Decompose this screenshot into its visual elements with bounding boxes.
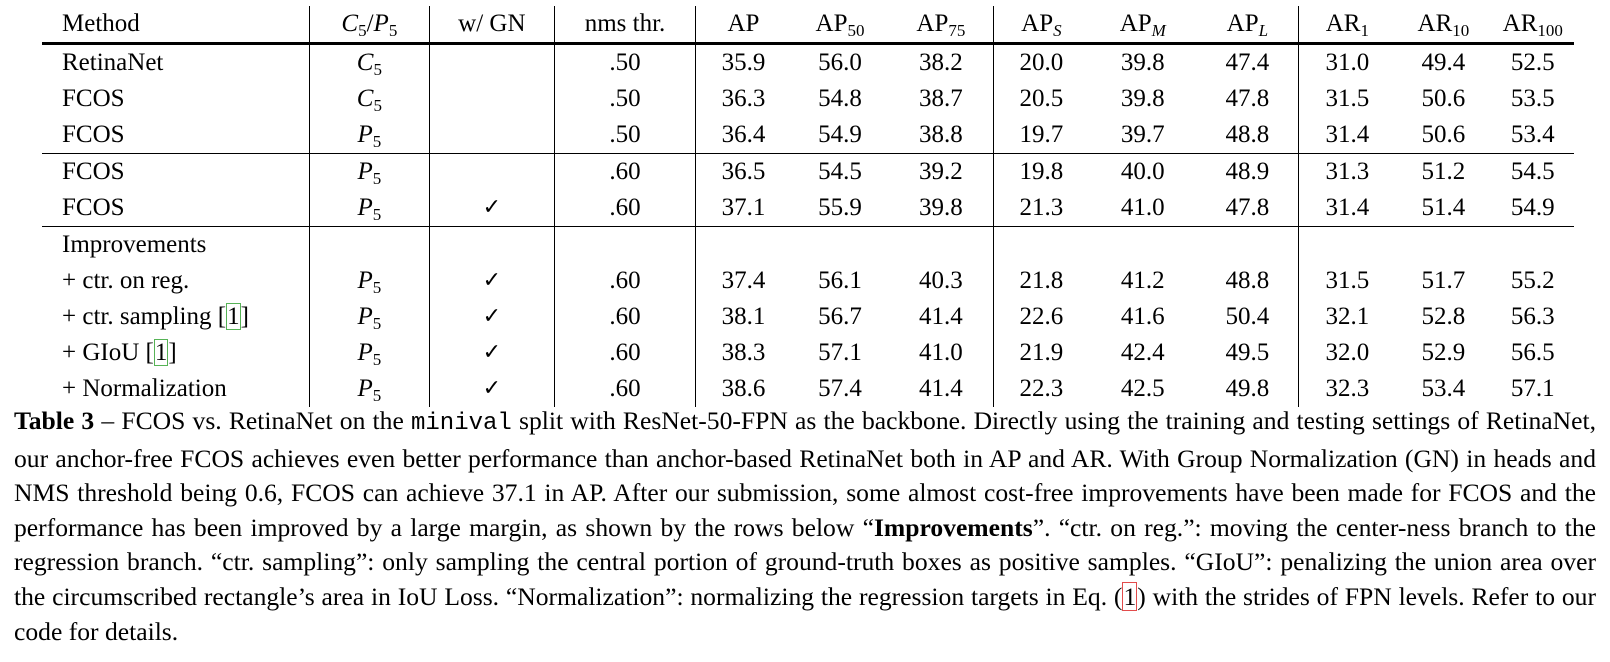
ar10-cell: 52.9 — [1421, 339, 1466, 366]
nms-cell: .60 — [554, 299, 695, 335]
apm-cell: 42.4 — [1120, 339, 1165, 366]
ap50-cell: 56.0 — [818, 49, 862, 76]
ap75-cell: 39.8 — [889, 190, 993, 227]
feature-level-cell: $P_5$ — [309, 154, 429, 191]
ap50-cell: 57.1 — [818, 339, 862, 366]
method-cell — [42, 81, 309, 117]
feature-level-cell: $P_5$ — [309, 263, 429, 299]
nms-cell: .50 — [554, 117, 695, 154]
apm-cell: 41.2 — [1120, 267, 1165, 294]
header-ap: AP — [696, 6, 791, 44]
ap75-cell: 41.4 — [889, 371, 993, 407]
empty-cell — [1299, 227, 1395, 264]
table-row — [42, 371, 1574, 407]
header-gn: w/ GN — [429, 6, 554, 44]
method-cell — [42, 117, 309, 154]
table-row — [42, 81, 1574, 117]
table-row — [42, 154, 1574, 191]
section-label: Improvements — [42, 227, 309, 264]
aps-cell: 21.8 — [1019, 267, 1064, 294]
ar100-cell: 56.3 — [1510, 303, 1555, 330]
method-name: + ctr. on reg. — [62, 267, 190, 294]
nms-cell: .50 — [554, 81, 695, 117]
header-ap50: $AP_{50}$ — [791, 6, 889, 44]
ar100-cell: 56.5 — [1510, 339, 1555, 366]
nms-cell: .60 — [554, 335, 695, 371]
gn-check-cell: ✓ — [429, 371, 554, 407]
apl-cell: 50.4 — [1196, 299, 1299, 335]
empty-cell — [1395, 227, 1491, 264]
empty-cell — [1492, 227, 1574, 264]
caption-text: Table 3 – FCOS vs. RetinaNet on the minival split with ResNet-50-FPN as the backbone. Directly using the training and testing settings of RetinaNet, our anchor-free FCOS achieves even better performance than anchor-based RetinaNet both in AP and AR. With Group Normalization (GN) in heads and NMS threshold being 0.6, FCOS can achieve 37.1 in AP. After our submission, some almost cost-free improvements have been made for FCOS and the performance has been improved by a large margin, as shown by the rows below “Improvements”. “ctr. on reg.”: moving the center-ness branch to the regression branch. “ctr. sampling”: only sampling the central portion of ground-truth boxes as positive samples. “GIoU”: penalizing the union area over the circumscribed rectangle’s area in IoU Loss. “Normalization”: normalizing the regression targets in Eq. (1) with the strides of FPN levels. Refer to our code for details. — [14, 406, 1596, 646]
aps-cell: 20.5 — [1019, 85, 1064, 112]
apm-cell: 42.5 — [1120, 375, 1165, 402]
method-cell: + ctr. sampling [1] — [42, 299, 309, 335]
gn-check-cell — [429, 44, 554, 82]
feature-level-cell: $C_5$ — [309, 44, 429, 82]
gn-check-cell — [429, 117, 554, 154]
ap-cell: 38.3 — [721, 339, 766, 366]
equation-ref-link[interactable]: 1 — [1123, 581, 1137, 611]
ap50-cell: 54.8 — [818, 85, 862, 112]
citation-link[interactable]: 1 — [154, 339, 168, 366]
method-cell: + GIoU [1] — [42, 335, 309, 371]
empty-cell — [429, 227, 554, 264]
nms-cell: .60 — [554, 263, 695, 299]
feature-level-cell: $P_5$ — [309, 299, 429, 335]
ar100-cell: 53.4 — [1510, 121, 1555, 148]
header-ar100: $AR_{100}$ — [1492, 6, 1574, 44]
caption-bold-word: Improvements — [873, 512, 1033, 542]
nms-cell: .50 — [554, 44, 695, 82]
ar10-cell: 52.8 — [1421, 303, 1466, 330]
ar100-cell: 54.5 — [1492, 154, 1574, 191]
ap-cell: 36.4 — [721, 121, 766, 148]
table-row — [42, 299, 1574, 335]
apl-cell: 47.8 — [1196, 81, 1299, 117]
ap-cell: 38.6 — [721, 375, 766, 402]
gn-check-cell: ✓ — [429, 263, 554, 299]
table-row — [42, 335, 1574, 371]
empty-cell — [309, 227, 429, 264]
ar1-cell: 31.3 — [1299, 154, 1395, 191]
ap50-cell: 56.7 — [818, 303, 862, 330]
method-name: FCOS — [62, 194, 125, 221]
ap-cell: 35.9 — [721, 49, 766, 76]
aps-cell: 22.6 — [1019, 303, 1064, 330]
method-cell — [42, 44, 309, 82]
method-name: FCOS — [62, 121, 125, 148]
ar100-cell: 57.1 — [1510, 375, 1555, 402]
nms-cell: .60 — [554, 190, 695, 227]
ap75-cell: 41.4 — [889, 299, 993, 335]
apl-cell: 49.8 — [1196, 371, 1299, 407]
table-row — [42, 263, 1574, 299]
header-apm: $AP_M$ — [1089, 6, 1196, 44]
ar1-cell: 31.5 — [1325, 267, 1370, 294]
aps-cell: 22.3 — [1019, 375, 1064, 402]
ar1-cell: 31.4 — [1325, 194, 1370, 221]
ar100-cell: 53.5 — [1510, 85, 1555, 112]
ar1-cell: 32.0 — [1325, 339, 1370, 366]
ar100-cell: 52.5 — [1510, 49, 1555, 76]
table-header-row — [42, 6, 1574, 44]
empty-cell — [993, 227, 1089, 264]
ap75-cell: 38.2 — [889, 44, 993, 82]
apm-cell: 39.8 — [1120, 49, 1165, 76]
apl-cell: 48.9 — [1196, 154, 1299, 191]
table-caption — [14, 404, 1596, 649]
empty-cell — [791, 227, 889, 264]
method-cell — [42, 371, 309, 407]
citation-link[interactable]: 1 — [227, 303, 240, 330]
aps-cell: 20.0 — [1019, 49, 1064, 76]
apm-cell: 41.6 — [1120, 303, 1165, 330]
aps-cell: 19.8 — [993, 154, 1089, 191]
table-row — [42, 190, 1574, 227]
caption-code: minival — [410, 410, 512, 437]
header-ar10: $AR_{10}$ — [1395, 6, 1491, 44]
table-row — [42, 44, 1574, 82]
ar10-cell: 51.4 — [1421, 194, 1466, 221]
feature-level-cell: $P_5$ — [309, 371, 429, 407]
ar10-cell: 50.6 — [1421, 121, 1466, 148]
method-name: + Normalization — [62, 375, 227, 402]
gn-check-cell: ✓ — [429, 335, 554, 371]
aps-cell: 19.7 — [1019, 121, 1064, 148]
header-ap75: $AP_{75}$ — [889, 6, 993, 44]
ar10-cell: 53.4 — [1421, 375, 1466, 402]
ar100-cell: 55.2 — [1510, 267, 1555, 294]
gn-check-cell — [429, 81, 554, 117]
feature-level-cell: $P_5$ — [309, 117, 429, 154]
gn-check-cell — [429, 154, 554, 191]
apl-cell: 47.8 — [1196, 190, 1299, 227]
method-name: + GIoU — [62, 339, 146, 366]
apm-cell: 39.8 — [1120, 85, 1165, 112]
ar1-cell: 31.0 — [1325, 49, 1370, 76]
ar10-cell: 50.6 — [1421, 85, 1466, 112]
apl-cell: 47.4 — [1196, 44, 1299, 82]
nms-cell: .60 — [554, 371, 695, 407]
ar1-cell: 32.3 — [1325, 375, 1370, 402]
feature-level-cell: $P_5$ — [309, 190, 429, 227]
nms-cell: .60 — [554, 154, 695, 191]
ap75-cell: 40.3 — [889, 263, 993, 299]
ap50-cell: 57.4 — [818, 375, 862, 402]
ap75-cell: 38.8 — [889, 117, 993, 154]
header-method: Method — [42, 6, 309, 44]
method-name: RetinaNet — [62, 49, 164, 76]
gn-check-cell: ✓ — [429, 190, 554, 227]
feature-level-cell: $P_5$ — [309, 335, 429, 371]
ap-cell: 36.3 — [721, 85, 766, 112]
ap50-cell: 56.1 — [818, 267, 862, 294]
method-name: FCOS — [62, 158, 125, 185]
ar10-cell: 51.2 — [1395, 154, 1491, 191]
method-name: FCOS — [62, 85, 125, 112]
empty-cell — [1089, 227, 1196, 264]
results-table — [42, 6, 1574, 407]
section-row — [42, 227, 1574, 264]
empty-cell — [696, 227, 791, 264]
ar10-cell: 49.4 — [1421, 49, 1466, 76]
header-ar1: $AR_1$ — [1299, 6, 1395, 44]
table-row — [42, 117, 1574, 154]
header-aps: $AP_S$ — [993, 6, 1089, 44]
apm-cell: 41.0 — [1120, 194, 1165, 221]
ap75-cell: 41.0 — [889, 335, 993, 371]
feature-level-cell: $C_5$ — [309, 81, 429, 117]
ap-cell: 37.4 — [721, 267, 766, 294]
caption-label: Table 3 — [14, 406, 95, 435]
ap-cell: 38.1 — [721, 303, 766, 330]
header-nms: nms thr. — [554, 6, 695, 44]
ar1-cell: 31.4 — [1325, 121, 1370, 148]
aps-cell: 21.3 — [1019, 194, 1064, 221]
apl-cell: 48.8 — [1196, 263, 1299, 299]
ap50-cell: 55.9 — [818, 194, 862, 221]
ar10-cell: 51.7 — [1421, 267, 1466, 294]
ap75-cell: 38.7 — [889, 81, 993, 117]
ar100-cell: 54.9 — [1510, 194, 1555, 221]
ar1-cell: 31.5 — [1325, 85, 1370, 112]
header-apl: $AP_L$ — [1196, 6, 1299, 44]
empty-cell — [889, 227, 993, 264]
method-name: + ctr. sampling — [62, 303, 218, 330]
apm-cell: 39.7 — [1120, 121, 1165, 148]
method-cell — [42, 154, 309, 191]
ap50-cell: 54.9 — [818, 121, 862, 148]
apm-cell: 40.0 — [1089, 154, 1196, 191]
gn-check-cell: ✓ — [429, 299, 554, 335]
ap50-cell: 54.5 — [791, 154, 889, 191]
ar1-cell: 32.1 — [1325, 303, 1370, 330]
aps-cell: 21.9 — [1019, 339, 1064, 366]
apl-cell: 48.8 — [1196, 117, 1299, 154]
method-cell — [42, 263, 309, 299]
ap-cell: 36.5 — [696, 154, 791, 191]
header-feature-level: $C_5/P_5$ — [309, 6, 429, 44]
empty-cell — [554, 227, 695, 264]
empty-cell — [1196, 227, 1299, 264]
ap75-cell: 39.2 — [889, 154, 993, 191]
method-cell — [42, 190, 309, 227]
ap-cell: 37.1 — [721, 194, 766, 221]
apl-cell: 49.5 — [1196, 335, 1299, 371]
